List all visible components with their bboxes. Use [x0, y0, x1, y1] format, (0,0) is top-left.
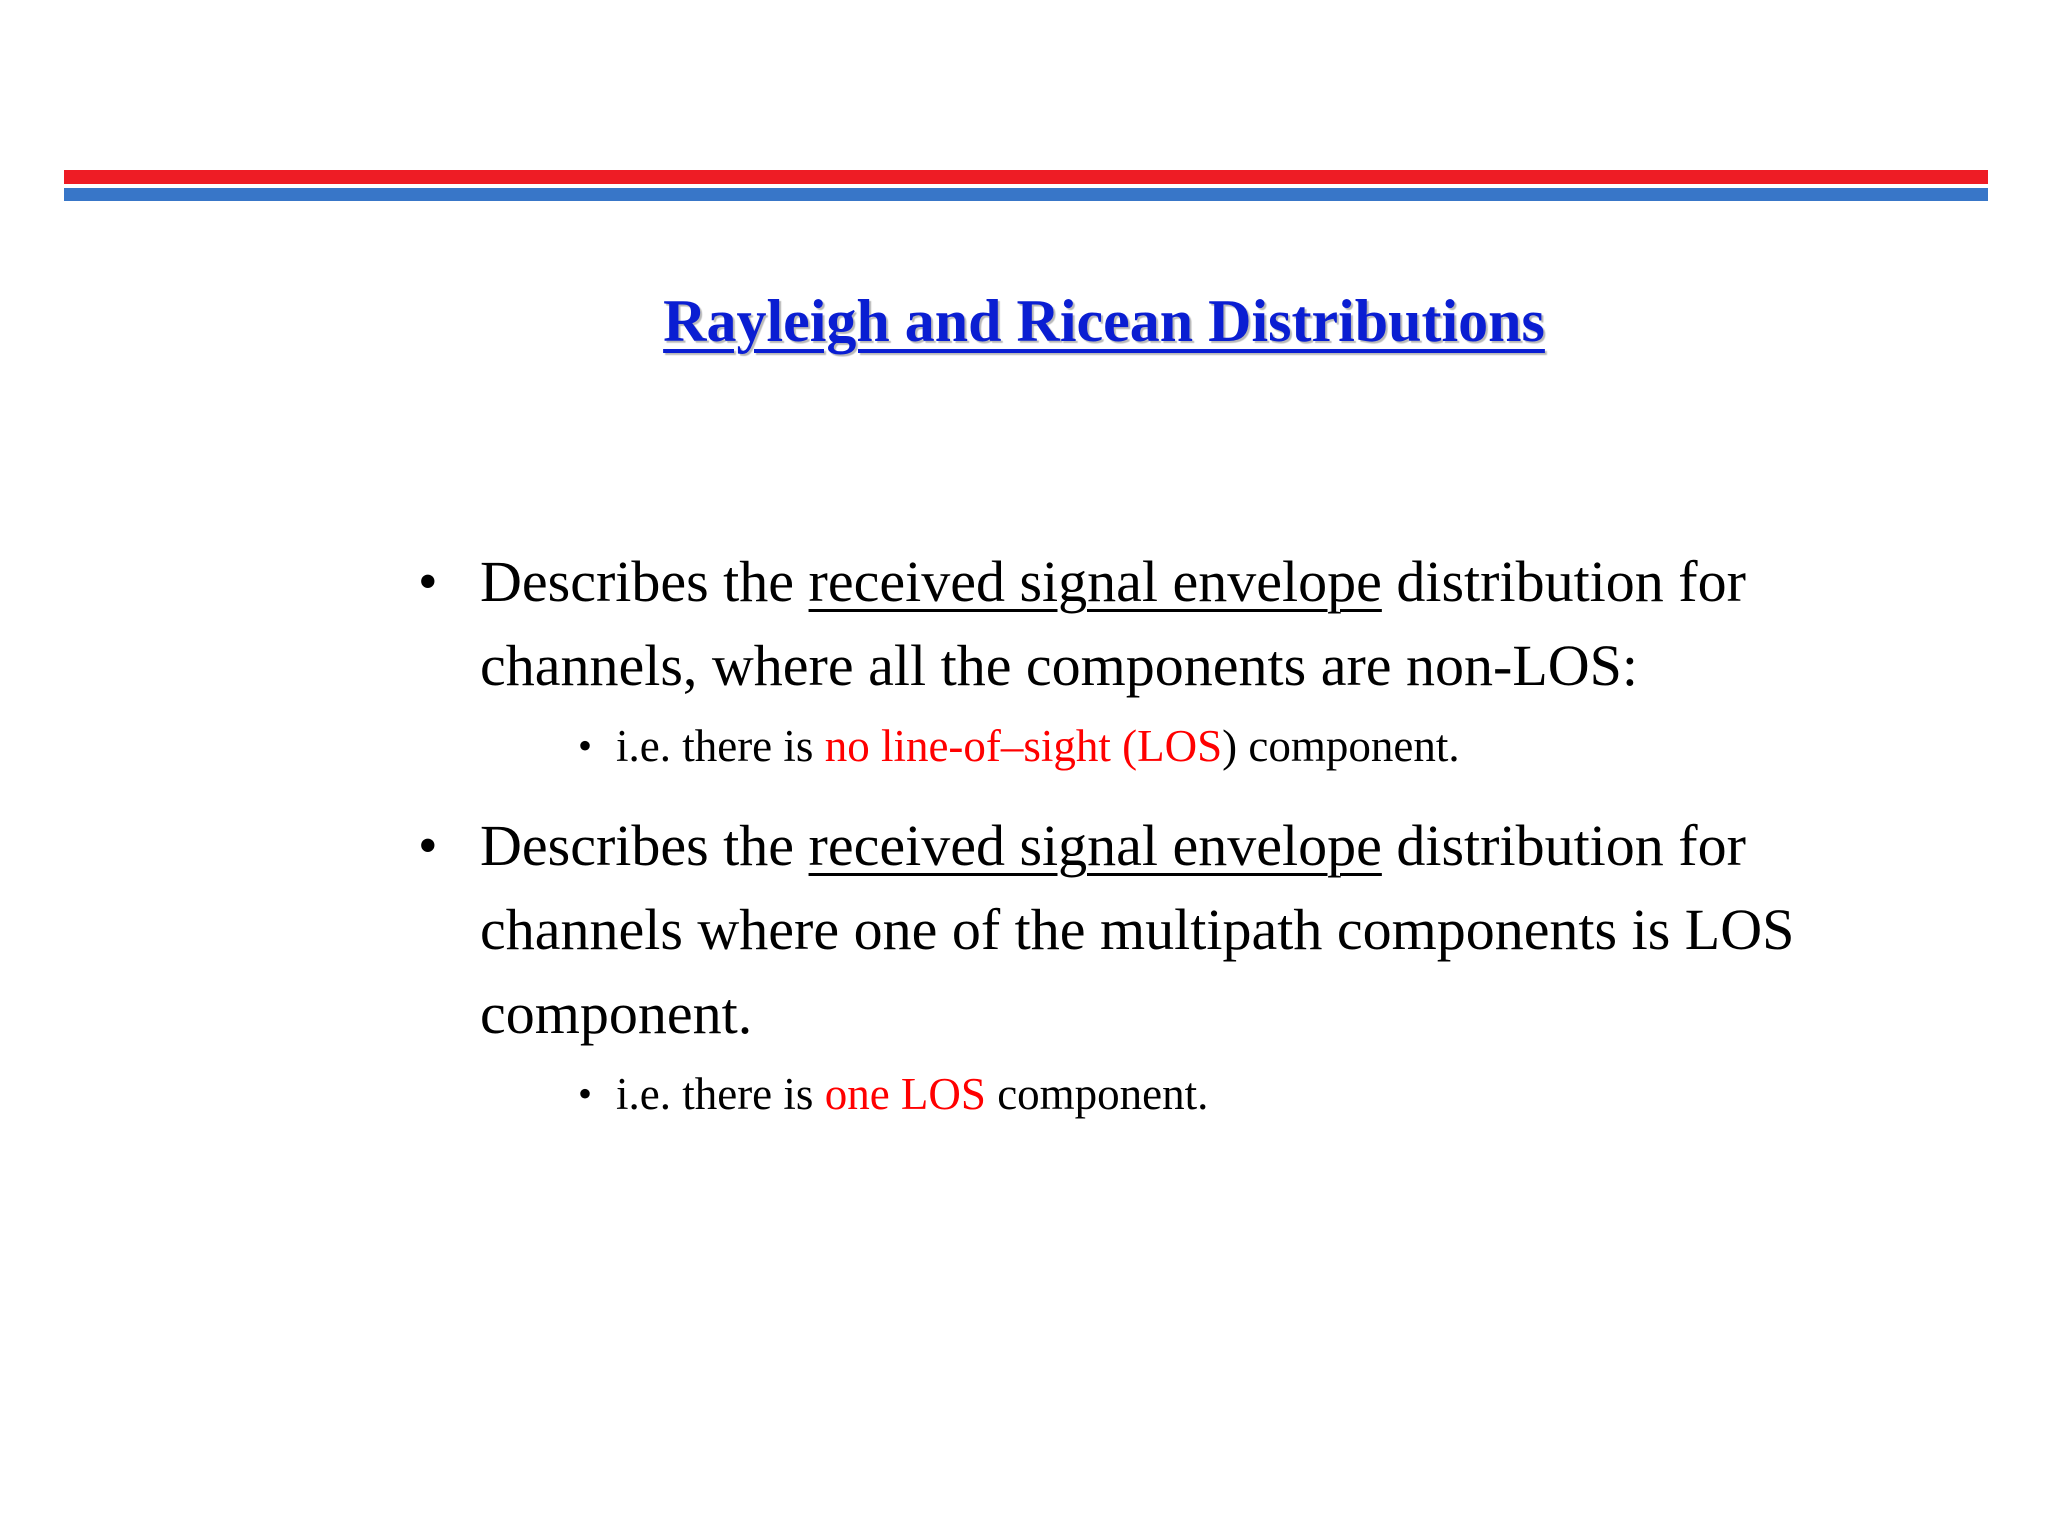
header-blue-stripe: [64, 188, 1988, 201]
bullet-item: [412, 804, 1812, 1056]
bullet-prefix: Describes the: [480, 549, 809, 614]
sub-bullet-suffix: component.: [985, 1069, 1209, 1119]
bullet-marker: •: [418, 551, 438, 613]
bullet-suffix: distribution for channels where one of the multipath components is LOS component.: [480, 813, 1795, 1046]
bullet-item: [412, 540, 1812, 708]
bullet-text: [480, 804, 1812, 1056]
highlighted-phrase: no line-of–sight (LOS: [824, 721, 1223, 771]
underlined-phrase: received signal envelope: [808, 549, 1382, 614]
sub-bullet-item: [412, 1064, 1812, 1124]
slide-title: Rayleigh and Ricean Distributions: [663, 288, 1545, 354]
sub-bullet-marker: •: [578, 723, 593, 768]
highlighted-phrase: one LOS: [824, 1069, 986, 1119]
bullet-marker: •: [418, 815, 438, 877]
sub-bullet-item: [412, 716, 1812, 776]
bullet-prefix: Describes the: [480, 813, 809, 878]
bullet-text: [480, 540, 1812, 708]
header-red-stripe: [64, 170, 1988, 184]
sub-bullet-prefix: i.e. there is: [616, 721, 825, 771]
sub-bullet-marker: •: [578, 1071, 593, 1116]
bullet-suffix: distribution for channels, where all the components are non-LOS:: [480, 549, 1746, 698]
bullet-list: [412, 540, 1812, 1152]
sub-bullet-suffix: ) component.: [1222, 721, 1460, 771]
sub-bullet-prefix: i.e. there is: [616, 1069, 825, 1119]
underlined-phrase: received signal envelope: [808, 813, 1382, 878]
